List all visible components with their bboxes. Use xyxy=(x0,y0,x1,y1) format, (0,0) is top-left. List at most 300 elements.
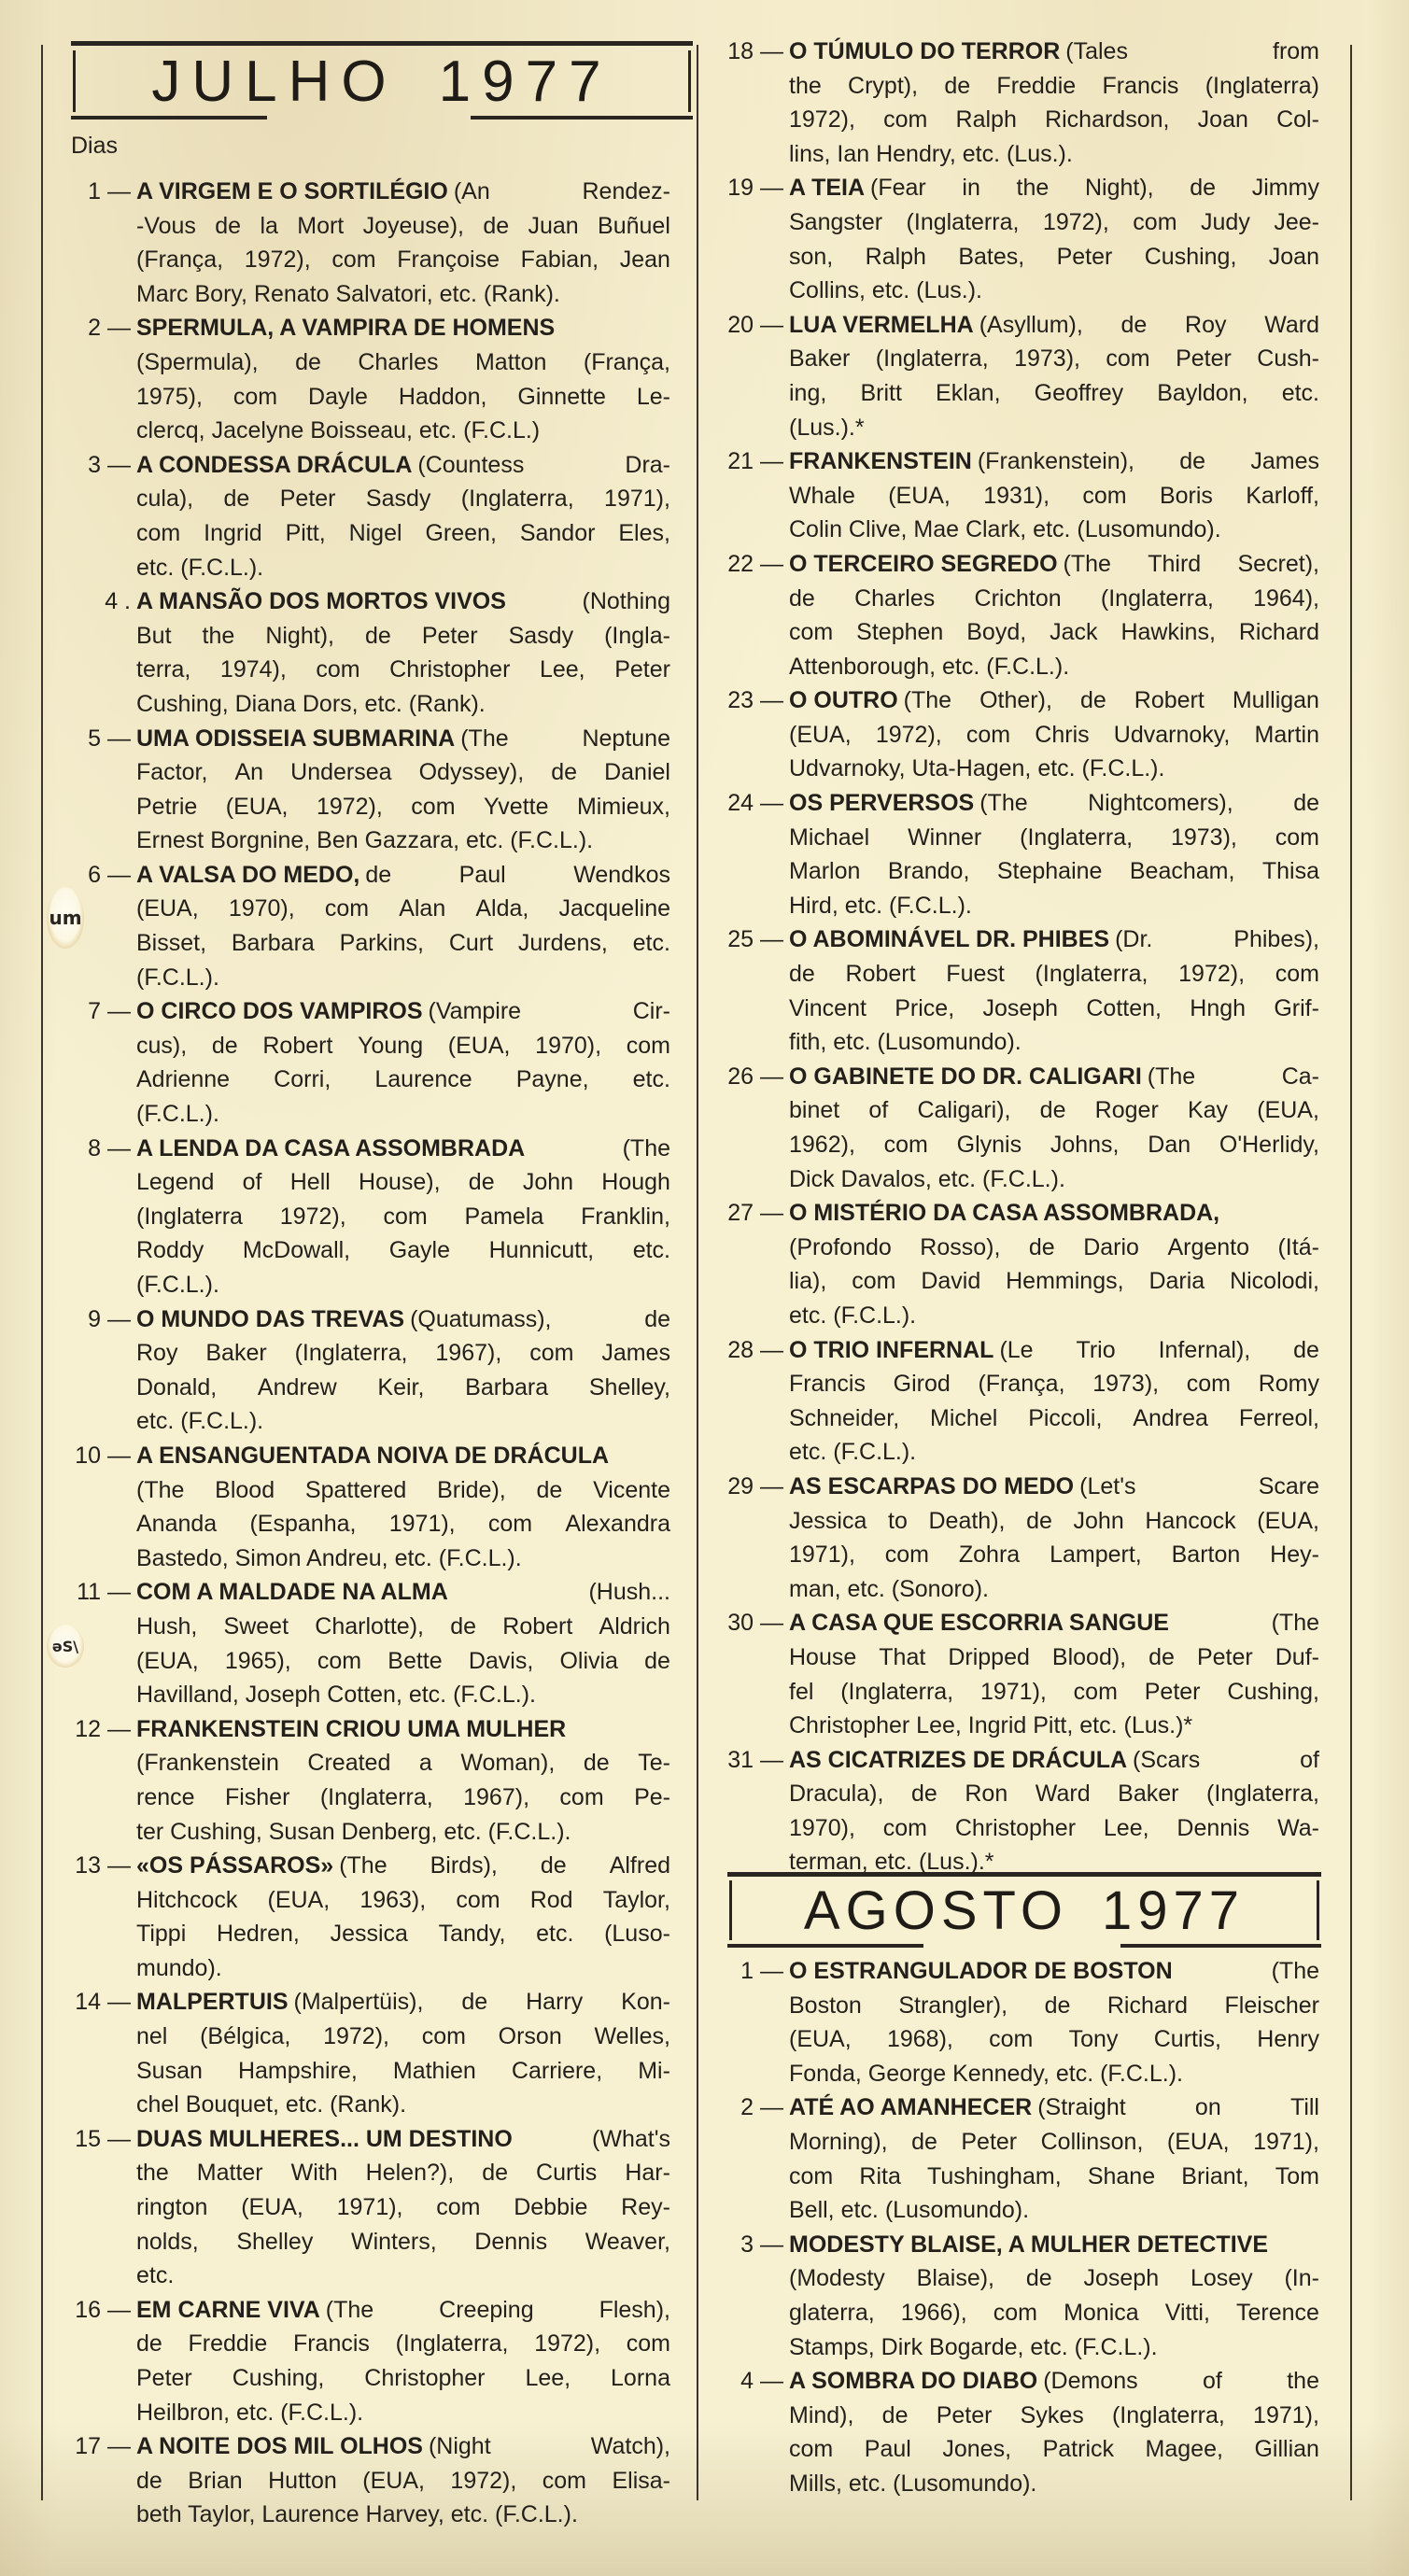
entry-line xyxy=(136,482,670,516)
word: com xyxy=(331,246,376,274)
entry-line xyxy=(789,1504,1319,1539)
word: de xyxy=(536,1476,563,1503)
word: Harry xyxy=(526,1989,584,2016)
word: -Vous xyxy=(136,212,196,239)
word: la xyxy=(260,212,278,239)
word: de xyxy=(136,2467,162,2494)
film-details: lins, Ian Hendry, etc. (Lus.). xyxy=(789,140,1073,167)
entry-line xyxy=(136,1917,670,1951)
word: Nigel xyxy=(348,519,402,546)
film-details xyxy=(136,2054,670,2089)
word: Jones, xyxy=(942,2436,1012,2463)
day-number: 1 — xyxy=(740,1958,783,1984)
word: Tippi xyxy=(136,1921,187,1948)
word: Robert xyxy=(845,961,916,988)
film-details xyxy=(136,1200,670,1234)
film-title: O MISTÉRIO DA CASA ASSOMBRADA, xyxy=(789,1200,1220,1227)
days-label: Dias xyxy=(71,133,119,159)
film-details xyxy=(136,653,670,687)
word: (The xyxy=(136,1476,185,1503)
word: (Inglaterra, xyxy=(1206,1781,1319,1808)
film-details xyxy=(136,1507,670,1541)
entry-line xyxy=(136,345,670,380)
film-original-title xyxy=(429,2429,670,2464)
word: Col- xyxy=(1276,106,1319,134)
word: Jack xyxy=(1050,619,1098,646)
word: Chris xyxy=(1035,721,1090,748)
word: (Inglaterra) xyxy=(1205,72,1319,99)
film-details xyxy=(136,1371,670,1405)
film-original-title xyxy=(904,683,1319,718)
july-header-bottom-rule-left xyxy=(71,116,267,120)
word: Geoffrey xyxy=(1034,379,1124,406)
word: 1968), xyxy=(886,2026,953,2053)
film-title: O MUNDO DAS TREVAS xyxy=(136,1305,405,1332)
word: 1973), xyxy=(1014,345,1080,373)
day-number: 30 — xyxy=(727,1610,783,1637)
day-number: 14 — xyxy=(75,1989,131,2016)
entry-line xyxy=(789,444,1319,479)
word: Matton xyxy=(474,348,547,375)
film-details: man, etc. (Sonoro). xyxy=(789,1575,989,1602)
film-details xyxy=(789,2432,1319,2467)
word: 1972), xyxy=(789,106,855,134)
film-details xyxy=(789,2125,1319,2160)
entry-line xyxy=(789,582,1319,616)
word: Yvette xyxy=(484,793,549,820)
word: de xyxy=(1293,1336,1319,1363)
word: Zohra xyxy=(958,1541,1021,1569)
word: com xyxy=(1082,482,1127,509)
word: 1964), xyxy=(1253,584,1319,612)
word: Argento xyxy=(1167,1233,1249,1260)
word: Christopher xyxy=(364,2365,486,2391)
word: Baker xyxy=(789,345,851,373)
word: (Inglaterra, xyxy=(1100,584,1214,612)
film-details xyxy=(789,957,1319,992)
word: Sweet xyxy=(223,1612,289,1640)
word: Keir, xyxy=(377,1373,425,1401)
word: Le- xyxy=(636,383,670,410)
entry-line xyxy=(136,1849,670,1883)
word: Roy xyxy=(1185,311,1227,338)
film-details: Christopher Lee, Ingrid Pitt, etc. (Lus.)* xyxy=(789,1712,1193,1739)
word: Ralph xyxy=(865,243,926,270)
word: de xyxy=(1025,2265,1052,2292)
word: James xyxy=(1250,448,1319,475)
film-title: DUAS MULHERES... UM DESTINO xyxy=(136,2125,513,2152)
word: Secret), xyxy=(1237,550,1319,577)
entry-line xyxy=(136,1815,670,1850)
day-number: 5 — xyxy=(88,725,131,752)
word: (Inglaterra, xyxy=(1020,823,1134,851)
entry-line xyxy=(789,171,1319,205)
day-number: 13 — xyxy=(75,1852,131,1879)
word: Fabian, xyxy=(520,246,599,274)
film-details: Udvarnoky, Uta-Hagen, etc. (F.C.L.). xyxy=(789,755,1165,782)
word: Hell xyxy=(289,1169,331,1196)
word: de xyxy=(1148,1643,1175,1670)
word: Kon- xyxy=(621,1989,670,2016)
day-number: 19 — xyxy=(727,175,783,202)
word: Matter xyxy=(196,2160,263,2187)
day-number: 21 — xyxy=(727,448,783,475)
word: (Inglaterra, xyxy=(1111,2401,1225,2428)
film-entry xyxy=(75,2293,670,2429)
word: com xyxy=(559,1783,604,1810)
word: Donald, xyxy=(136,1373,218,1401)
word: com xyxy=(1073,1678,1118,1705)
word: Hngh xyxy=(1190,994,1247,1021)
entry-line xyxy=(136,2327,670,2361)
film-details: Hird, etc. (F.C.L.). xyxy=(789,892,972,919)
word: Britt xyxy=(860,379,902,406)
word: Birds), xyxy=(430,1852,498,1879)
word: Other), xyxy=(979,687,1052,714)
word: etc. xyxy=(632,1237,670,1264)
word: com xyxy=(436,2194,481,2221)
word: Jimmy xyxy=(1251,175,1319,202)
word: John xyxy=(522,1169,574,1196)
word: (França, xyxy=(583,348,670,375)
word: Nicolodi, xyxy=(1230,1268,1319,1295)
word: (EUA, xyxy=(888,482,951,509)
entry-line xyxy=(136,551,670,585)
entry-line xyxy=(789,35,1319,69)
word: 1971), xyxy=(789,1541,855,1569)
word: (EUA, xyxy=(1257,1507,1319,1534)
word: Charlotte), xyxy=(315,1612,424,1640)
word: fel xyxy=(789,1678,814,1705)
word: Hawkins, xyxy=(1120,619,1216,646)
entry-line xyxy=(789,2261,1319,2296)
film-title: FRANKENSTEIN CRIOU UMA MULHER xyxy=(136,1715,567,1742)
entry-line xyxy=(136,2293,670,2328)
word: With xyxy=(290,2160,338,2187)
word: Hough xyxy=(601,1169,670,1196)
film-original-title xyxy=(1115,922,1319,957)
word: (The xyxy=(339,1852,387,1879)
word: Sykes xyxy=(1020,2401,1084,2428)
word: Cotten, xyxy=(1086,994,1162,1021)
august-header-bottom-rule-left xyxy=(727,1944,923,1948)
entry-line xyxy=(136,994,670,1029)
entry-line xyxy=(136,961,670,995)
entry-line xyxy=(789,1845,1319,1879)
word: Odyssey), xyxy=(418,759,525,786)
word: Boris xyxy=(1159,482,1213,509)
word: Peter xyxy=(614,656,670,683)
word: 1972), xyxy=(1042,208,1109,235)
film-details xyxy=(136,2327,670,2361)
word: Andrea xyxy=(1133,1404,1208,1431)
word: 1975), xyxy=(136,383,203,410)
word: 1972), xyxy=(1178,961,1246,988)
word: Death), xyxy=(928,1507,1006,1534)
word: Robert xyxy=(502,1612,573,1640)
day-number: 25 — xyxy=(727,926,783,953)
word: de xyxy=(644,1305,670,1332)
word: (EUA, xyxy=(1257,1097,1319,1124)
word: McDowall, xyxy=(242,1237,351,1264)
entry-line xyxy=(789,2296,1319,2330)
word: Eles, xyxy=(618,519,670,546)
word: 1967), xyxy=(463,1783,530,1810)
word: the xyxy=(202,622,235,649)
film-title: OS PERVERSOS xyxy=(789,790,975,817)
word: Mulligan xyxy=(1232,687,1319,714)
august-header-bottom-rule-right xyxy=(1120,1944,1321,1948)
film-details: ter Cushing, Susan Denberg, etc. (F.C.L.). xyxy=(136,1818,571,1845)
word: Judy xyxy=(1201,208,1250,235)
word: Peter xyxy=(1144,1678,1201,1705)
film-title: O TRIO INFERNAL xyxy=(789,1336,994,1363)
word: Phibes), xyxy=(1233,926,1319,953)
film-details xyxy=(136,2020,670,2054)
word: Third xyxy=(1148,550,1202,577)
word: (Inglaterra, xyxy=(294,1340,408,1367)
word: (Asyllum), xyxy=(979,311,1083,338)
word: 1962), xyxy=(789,1132,855,1158)
film-title: O OUTRO xyxy=(789,687,898,714)
word: Taylor, xyxy=(602,1886,670,1913)
entry-line xyxy=(136,2190,670,2225)
entry-line xyxy=(136,1473,670,1508)
film-details xyxy=(789,2399,1319,2433)
film-original-title xyxy=(979,308,1319,343)
entry-line xyxy=(136,1268,670,1302)
entry-line xyxy=(136,584,670,619)
word: (EUA, xyxy=(1166,2128,1230,2155)
word: (França, xyxy=(136,246,224,274)
word: (The xyxy=(903,687,952,714)
entry-line xyxy=(136,1336,670,1371)
word: etc. xyxy=(632,1066,670,1093)
word: Alda, xyxy=(475,895,529,922)
day-number: 18 — xyxy=(727,38,783,64)
film-entry xyxy=(88,175,670,311)
entry-line xyxy=(136,1132,670,1166)
film-details xyxy=(136,1610,670,1644)
word: (Demons xyxy=(1043,2368,1138,2395)
word: Morning), xyxy=(789,2128,888,2155)
word: Night), xyxy=(1084,175,1154,202)
day-number: 26 — xyxy=(727,1063,783,1090)
entry-line xyxy=(789,2193,1319,2228)
word: Peter xyxy=(421,622,478,649)
word: Scare xyxy=(1258,1472,1319,1499)
entry-line xyxy=(789,1231,1319,1265)
film-entry xyxy=(88,448,670,584)
film-details xyxy=(136,1644,670,1679)
entry-line xyxy=(136,1541,670,1576)
word: com xyxy=(626,1032,670,1059)
entry-line xyxy=(136,414,670,448)
word: de xyxy=(881,2401,909,2428)
word: Har- xyxy=(625,2160,670,2187)
entry-line xyxy=(789,752,1319,786)
word: Ward xyxy=(1264,311,1319,338)
word: Rod xyxy=(529,1886,573,1913)
word: Daria xyxy=(1148,1268,1205,1295)
film-details xyxy=(789,2160,1319,2194)
film-details xyxy=(789,854,1319,889)
word: 1970), xyxy=(228,895,295,922)
film-details xyxy=(789,1367,1319,1401)
word: Grif- xyxy=(1274,994,1319,1021)
entry-line xyxy=(136,1610,670,1644)
word: Bisset, xyxy=(136,930,207,957)
word: Blaise), xyxy=(916,2265,995,2292)
word: Dayle xyxy=(308,383,368,410)
film-details xyxy=(789,2261,1319,2296)
film-entry xyxy=(88,311,670,447)
july-column-right xyxy=(727,35,1319,1879)
word: terra, xyxy=(136,656,191,683)
entry-line xyxy=(136,1746,670,1781)
word: rington xyxy=(136,2194,208,2221)
film-entry xyxy=(727,922,1319,1059)
entry-line xyxy=(789,513,1319,547)
word: (EUA, xyxy=(241,2194,303,2221)
film-details xyxy=(789,69,1319,104)
word: com xyxy=(1133,208,1177,235)
word: com xyxy=(883,1132,928,1158)
film-details: Bastedo, Simon Andreu, etc. (F.C.L.). xyxy=(136,1544,522,1571)
word: com xyxy=(529,1340,574,1367)
film-details: fith, etc. (Lusomundo). xyxy=(789,1029,1022,1056)
word: Roddy xyxy=(136,1237,204,1264)
word: com xyxy=(1275,961,1319,988)
word: Jessica xyxy=(330,1921,408,1948)
entry-line xyxy=(136,858,670,893)
word: Alan xyxy=(399,895,446,922)
film-original-title xyxy=(410,1302,670,1337)
word: com xyxy=(383,1203,428,1230)
entry-line xyxy=(789,479,1319,514)
entry-line xyxy=(789,1162,1319,1197)
word: com xyxy=(1106,345,1150,373)
word: Peter xyxy=(1056,243,1113,270)
word: Juan xyxy=(528,212,579,239)
july-header-top-rule xyxy=(71,41,693,46)
day-number: 1 — xyxy=(88,178,131,204)
film-original-title xyxy=(870,171,1319,205)
day-number: 3 — xyxy=(740,2231,783,2258)
word: Jean xyxy=(619,246,670,274)
day-number: 4 . xyxy=(105,588,131,615)
film-entry xyxy=(88,1302,670,1439)
entry-line xyxy=(789,1333,1319,1368)
entry-line xyxy=(789,103,1319,137)
word: House), xyxy=(359,1169,441,1196)
word: Fisher xyxy=(224,1783,290,1810)
film-details xyxy=(789,1989,1319,2023)
entry-line xyxy=(789,1025,1319,1060)
word: (In- xyxy=(1284,2265,1319,2292)
film-details: chel Bouquet, etc. (Rank). xyxy=(136,2091,407,2119)
entry-line xyxy=(136,1883,670,1918)
film-details: Fonda, George Kennedy, etc. (F.C.L.). xyxy=(789,2060,1183,2087)
entry-line xyxy=(136,1678,670,1712)
word: Paul xyxy=(864,2436,911,2463)
word: de xyxy=(911,2128,937,2155)
word: Tandy, xyxy=(438,1921,506,1948)
day-number: 22 — xyxy=(727,550,783,577)
film-details xyxy=(789,1264,1319,1299)
entry-line xyxy=(136,311,670,345)
film-entry xyxy=(88,994,670,1131)
word: Mort xyxy=(297,212,345,239)
stain-bleed-text: əS\ xyxy=(51,1637,79,1655)
day-number: 28 — xyxy=(727,1336,783,1363)
word: com xyxy=(626,2330,670,2358)
film-details xyxy=(136,790,670,824)
entry-line xyxy=(789,1093,1319,1128)
entry-line xyxy=(789,889,1319,923)
entry-line xyxy=(789,547,1319,582)
word: the xyxy=(1287,2368,1319,2395)
entry-line xyxy=(789,2160,1319,2194)
word: Dripped xyxy=(948,1643,1030,1670)
film-title: AS CICATRIZES DE DRÁCULA xyxy=(789,1746,1128,1773)
word: Alfred xyxy=(609,1852,670,1879)
word: (Inglaterra, xyxy=(840,1678,954,1705)
word: Monica xyxy=(1064,2299,1139,2326)
word: David xyxy=(921,1268,981,1295)
film-entry xyxy=(75,1712,670,1849)
word: Piccoli, xyxy=(1028,1404,1103,1431)
word: (Vampire xyxy=(428,998,522,1025)
word: Legend xyxy=(136,1169,215,1196)
word: 1971), xyxy=(1253,2128,1319,2155)
word: Watch), xyxy=(590,2433,670,2460)
entry-line xyxy=(136,209,670,244)
word: Mathien xyxy=(392,2057,476,2084)
word: Udvarnoky, xyxy=(1113,721,1231,748)
word: Francis xyxy=(292,2330,370,2358)
entry-line xyxy=(136,1029,670,1063)
word: Ginnette xyxy=(517,383,606,410)
word: to xyxy=(888,1507,908,1534)
word: com xyxy=(411,793,456,820)
film-entry xyxy=(740,2090,1319,2227)
film-title: MODESTY BLAISE, A MULHER DETECTIVE xyxy=(789,2231,1269,2258)
word: Rosso), xyxy=(920,1233,1001,1260)
word: Petrie xyxy=(136,793,198,820)
entry-line xyxy=(136,619,670,654)
word: (The xyxy=(1063,550,1111,577)
word: Rey- xyxy=(621,2194,670,2221)
word: 1972), xyxy=(244,246,311,274)
word: Neptune xyxy=(582,725,670,752)
entry-line xyxy=(789,2330,1319,2365)
word: Shelley, xyxy=(588,1373,670,1401)
film-original-title xyxy=(429,994,670,1029)
film-details: Dick Davalos, etc. (F.C.L.). xyxy=(789,1165,1065,1192)
entry-line xyxy=(789,1128,1319,1162)
film-original-title: (Hush... xyxy=(588,1579,670,1606)
word: Elisa- xyxy=(612,2467,670,2494)
word: (Quatumass), xyxy=(410,1305,552,1332)
film-title: FRANKENSTEIN xyxy=(789,448,972,475)
entry-line xyxy=(789,2057,1319,2091)
film-details: (F.C.L.). xyxy=(136,964,219,991)
word: Jessica xyxy=(789,1507,867,1534)
word: de xyxy=(1028,1233,1055,1260)
word: Te- xyxy=(638,1750,670,1777)
film-title: A SOMBRA DO DIABO xyxy=(789,2368,1038,2395)
